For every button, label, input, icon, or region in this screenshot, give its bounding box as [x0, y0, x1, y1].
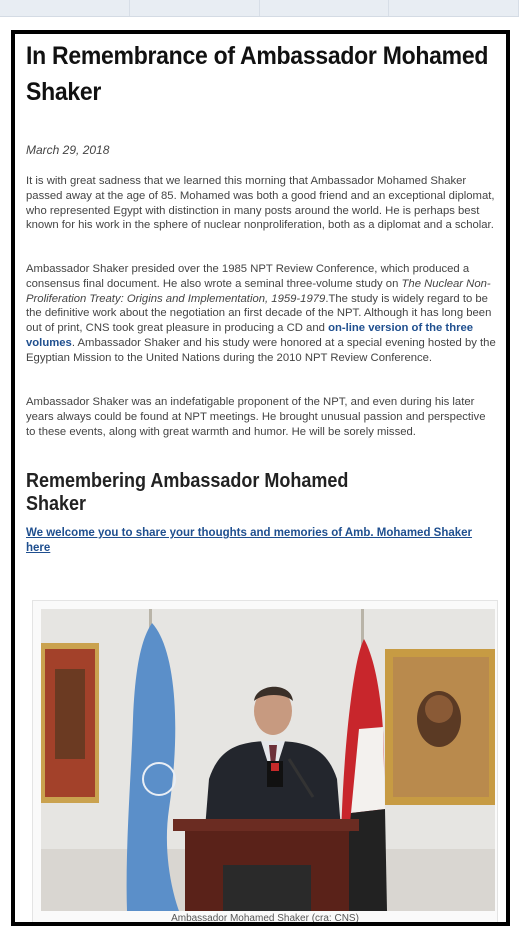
book-title: The Nuclear Non-Proliferation Treaty: Origins and Implementation, 1959-1979 [26, 277, 491, 305]
photo-illustration [41, 609, 495, 911]
tab-strip-segment [260, 0, 390, 16]
tab-strip-segment [389, 0, 519, 16]
paragraph-proponent: Ambassador Shaker was an indefatigable proponent of the NPT, and even during his later years always could be found at NPT meetings. He brought unusual passion and perspective to these events, along with great warmth and humor. He will be sorely missed. [26, 396, 486, 438]
paragraph-npt-text-a: Ambassador Shaker presided over the 1985 NPT Review Conference, which produced a consensus final document. He also wrote a seminal three-volume study on [26, 263, 470, 290]
ambassador-photo [41, 609, 495, 911]
photo-figure [32, 600, 498, 926]
photo-caption: Ambassador Mohamed Shaker (cra: CNS) [171, 913, 359, 924]
online-volumes-link[interactable]: on-line version of the three volumes [26, 322, 474, 349]
article-frame [11, 30, 510, 926]
share-memories-link[interactable]: We welcome you to share your thoughts and memories of Amb. Mohamed Shaker here [26, 527, 473, 554]
page-title: In Remembrance of Ambassador Mohamed Shaker [26, 42, 489, 106]
paragraph-npt-text-c: . Ambassador Shaker and his study were honored at a special evening hosted by the Egyptian Mission to the United Nations during the 2010 NPT Review Conference. [26, 336, 496, 364]
paragraph-npt-text-b: .The study is widely regard to be the definitive work about the negotiation an first decade of the NPT. Although it has long been out of print, CNS took great pleasure in producing a CD and [26, 292, 492, 335]
article-date: March 29, 2018 [26, 143, 110, 157]
paragraph-intro: It is with great sadness that we learned this morning that Ambassador Mohamed Shaker passed away at the age of 85. Mohamed was both a good friend and an exceptional diplomat, who represented Egypt with distinction in many posts around the world. He is perhaps best known for his work in the sphere of nuclear nonproliferation, both as a diplomat and a scholar. [26, 175, 495, 232]
tab-strip-segment [0, 0, 130, 16]
section-heading: Remembering Ambassador Mohamed Shaker [26, 470, 349, 515]
paragraph-npt [26, 262, 498, 366]
browser-tab-strip [0, 0, 519, 17]
tab-strip-segment [130, 0, 260, 16]
